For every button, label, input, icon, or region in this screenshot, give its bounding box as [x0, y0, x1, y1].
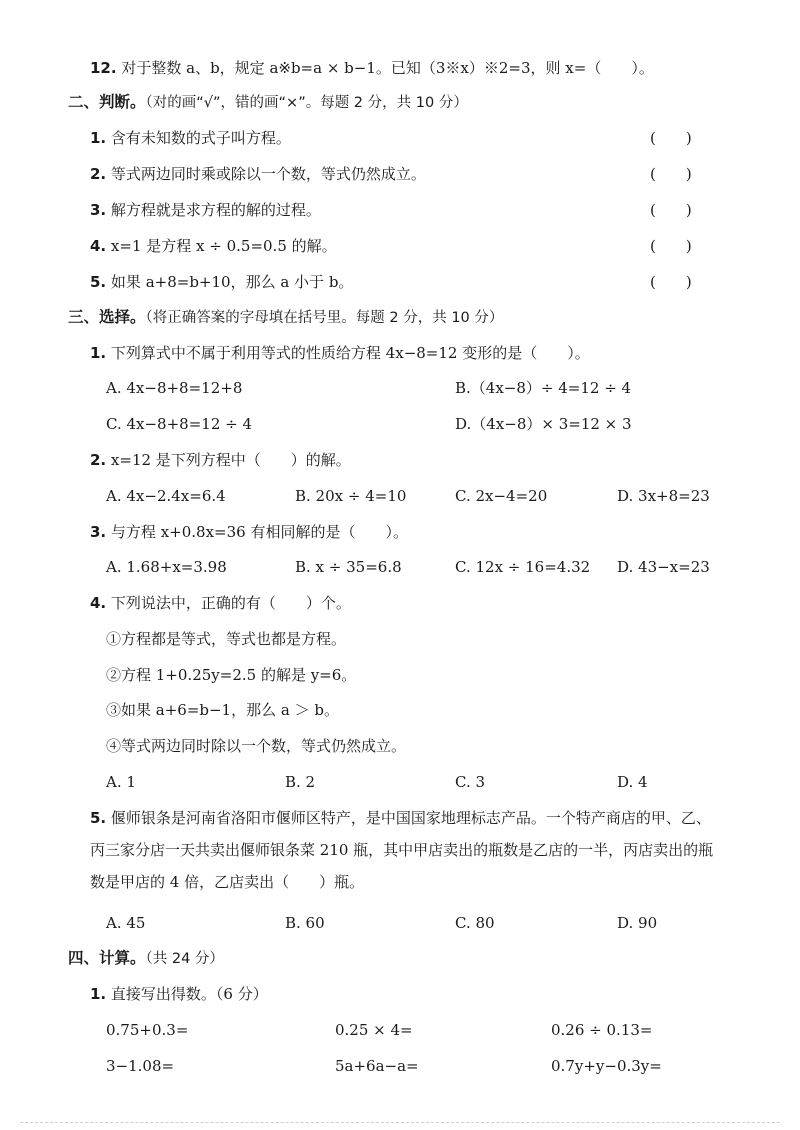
calc-problem: 0.26 ÷ 0.13=: [551, 1021, 653, 1039]
calc-problem: 5a+6a−a=: [335, 1057, 419, 1075]
option-c[interactable]: C. 3: [455, 773, 486, 791]
option-b[interactable]: B. 60: [285, 914, 325, 932]
question-number: 1.: [90, 985, 107, 1003]
judgment-item: [90, 127, 291, 149]
judgment-item: [90, 163, 426, 185]
choice-question-1: [90, 342, 590, 364]
item-text: 等式两边同时乘或除以一个数，等式仍然成立。: [110, 165, 426, 183]
item-number: 4.: [90, 237, 107, 255]
question-text: 直接写出得数。（6 分）: [110, 985, 268, 1003]
option-d[interactable]: D. 3x+8=23: [617, 487, 710, 505]
question-text: x=12 是下列方程中（ ）的解。: [110, 451, 351, 469]
section-note: （将正确答案的字母填在括号里。每题 2 分，共 10 分）: [145, 310, 504, 326]
section-heading-calculation: [68, 947, 224, 970]
option-a[interactable]: A. 4x−2.4x=6.4: [106, 487, 226, 505]
calc-problem: 0.75+0.3=: [106, 1021, 189, 1039]
option-a[interactable]: A. 1: [106, 773, 136, 791]
section-heading-judgment: [68, 91, 468, 114]
question-text: 对于整数 a、b，规定 a※b=a × b−1。已知（3※x）※2=3，则 x=（ ）。: [121, 59, 654, 77]
option-b[interactable]: B. 20x ÷ 4=10: [295, 487, 407, 505]
section-title: 二、判断。: [68, 93, 146, 111]
answer-blank[interactable]: ( ): [650, 129, 692, 147]
question-number: 1.: [90, 344, 107, 362]
option-d[interactable]: D.（4x−8）× 3=12 × 3: [455, 415, 632, 433]
answer-blank[interactable]: ( ): [650, 201, 692, 219]
question-number: 3.: [90, 523, 107, 541]
option-d[interactable]: D. 90: [617, 914, 658, 932]
question-number: 4.: [90, 594, 107, 612]
item-number: 2.: [90, 165, 107, 183]
option-a[interactable]: A. 4x−8+8=12+8: [106, 379, 243, 397]
calc-problem: 0.7y+y−0.3y=: [551, 1057, 662, 1075]
option-b[interactable]: B. 2: [285, 773, 316, 791]
section-note: （对的画“√”，错的画“×”。每题 2 分，共 10 分）: [145, 95, 468, 111]
option-d[interactable]: D. 43−x=23: [617, 558, 710, 576]
item-text: x=1 是方程 x ÷ 0.5=0.5 的解。: [110, 237, 337, 255]
option-b[interactable]: B. x ÷ 35=6.8: [295, 558, 402, 576]
section-note: （共 24 分）: [145, 951, 224, 967]
judgment-item: [90, 235, 337, 257]
calc-problem: 0.25 × 4=: [335, 1021, 413, 1039]
statement-3: ③如果 a+6=b−1，那么 a ＞ b。: [106, 701, 339, 719]
option-d[interactable]: D. 4: [617, 773, 648, 791]
answer-blank[interactable]: ( ): [650, 273, 692, 291]
question-12: [90, 57, 654, 79]
option-c[interactable]: C. 80: [455, 914, 495, 932]
question-number: 5.: [90, 809, 107, 827]
calculation-question-1: [90, 983, 268, 1005]
question-text: 偃师银条是河南省洛阳市偃师区特产，是中国国家地理标志产品。一个特产商店的甲、乙、丙三家分店一天共卖出偃师银条菜 210 瓶，其中甲店卖出的瓶数是乙店的一半，丙店卖出的瓶数是甲店的 4 倍，乙店卖出（ ）瓶。: [90, 809, 714, 891]
answer-blank[interactable]: ( ): [650, 237, 692, 255]
question-text: 与方程 x+0.8x=36 有相同解的是（ ）。: [110, 523, 408, 541]
section-title: 三、选择。: [68, 308, 146, 326]
calc-problem: 3−1.08=: [106, 1057, 175, 1075]
item-number: 3.: [90, 201, 107, 219]
option-c[interactable]: C. 2x−4=20: [455, 487, 548, 505]
option-b[interactable]: B.（4x−8）÷ 4=12 ÷ 4: [455, 379, 632, 397]
choice-question-5: [90, 802, 720, 898]
choice-question-4: [90, 592, 351, 614]
section-heading-choice: [68, 306, 503, 329]
item-number: 1.: [90, 129, 107, 147]
item-number: 5.: [90, 273, 107, 291]
option-a[interactable]: A. 1.68+x=3.98: [106, 558, 227, 576]
judgment-item: [90, 271, 353, 293]
question-number: 12.: [90, 59, 117, 77]
question-text: 下列算式中不属于利用等式的性质给方程 4x−8=12 变形的是（ ）。: [110, 344, 590, 362]
item-text: 含有未知数的式子叫方程。: [110, 129, 291, 147]
item-text: 如果 a+8=b+10，那么 a 小于 b。: [110, 273, 354, 291]
statement-4: ④等式两边同时除以一个数，等式仍然成立。: [106, 737, 407, 755]
answer-blank[interactable]: ( ): [650, 165, 692, 183]
option-a[interactable]: A. 45: [106, 914, 146, 932]
option-c[interactable]: C. 12x ÷ 16=4.32: [455, 558, 591, 576]
statement-2: ②方程 1+0.25y=2.5 的解是 y=6。: [106, 666, 357, 684]
page-bottom-rule: [20, 1122, 780, 1123]
statement-1: ①方程都是等式，等式也都是方程。: [106, 630, 347, 648]
section-title: 四、计算。: [68, 949, 146, 967]
judgment-item: [90, 199, 321, 221]
item-text: 解方程就是求方程的解的过程。: [110, 201, 321, 219]
choice-question-3: [90, 521, 408, 543]
question-number: 2.: [90, 451, 107, 469]
question-text: 下列说法中，正确的有（ ）个。: [110, 594, 351, 612]
choice-question-2: [90, 449, 351, 471]
option-c[interactable]: C. 4x−8+8=12 ÷ 4: [106, 415, 253, 433]
